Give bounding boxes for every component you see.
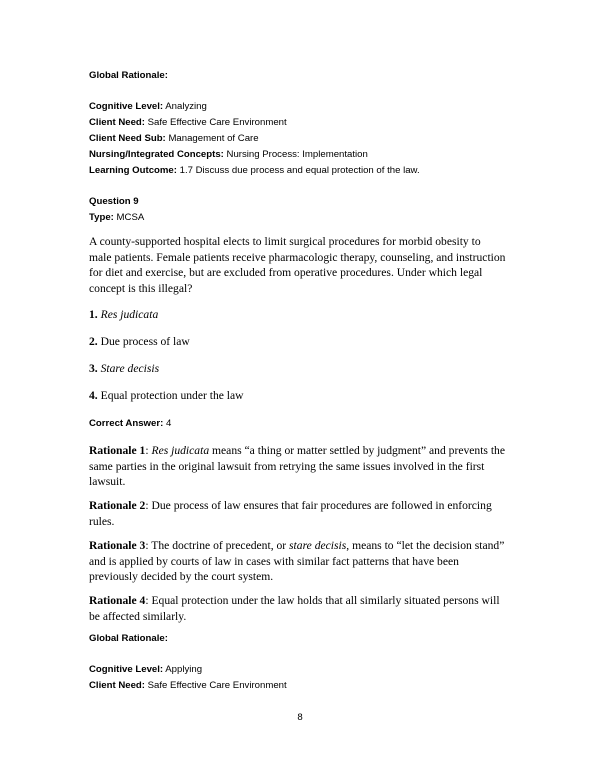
rationale-line: rules. xyxy=(89,514,115,528)
correct-answer: Correct Answer: 4 xyxy=(89,418,172,429)
question-title: Question 9 xyxy=(89,196,139,207)
cognitive-level-line: Cognitive Level: Applying xyxy=(89,664,203,675)
question-type: Type: MCSA xyxy=(89,212,145,223)
client-need-line: Client Need: Safe Effective Care Environment xyxy=(89,117,287,128)
client-need-line: Client Need: Safe Effective Care Environment xyxy=(89,680,287,691)
stem-line: for diet and exercise, but are excluded from operative procedures. Under which legal xyxy=(89,266,483,280)
global-rationale-heading: Global Rationale: xyxy=(89,70,168,81)
page-number: 8 xyxy=(297,712,303,723)
rationale-label: Rationale 1 xyxy=(89,444,146,457)
rationale-label: Rationale 3 xyxy=(89,539,146,552)
rationale-4 xyxy=(89,593,514,624)
rationale-line: be affected similarly. xyxy=(89,609,187,623)
global-rationale-heading: Global Rationale: xyxy=(89,633,168,644)
rationale-line: lawsuit. xyxy=(89,475,126,489)
question-stem xyxy=(89,234,514,296)
answer-option-1: 1. Res judicata xyxy=(89,308,159,321)
stem-line: A county-supported hospital elects to limit surgical procedures for morbid obesity to xyxy=(89,235,481,248)
rationale-line: Rationale 3: The doctrine of precedent, or stare decisis, means to “let the decision stand” xyxy=(89,539,505,552)
cognitive-level-line: Cognitive Level: Analyzing xyxy=(89,101,207,112)
rationale-1 xyxy=(89,443,514,490)
stem-line: concept is this illegal? xyxy=(89,281,193,295)
client-need-sub-line: Client Need Sub: Management of Care xyxy=(89,133,259,144)
rationale-line: Rationale 1: Res judicata means “a thing or matter settled by judgment” and prevents the xyxy=(89,444,505,457)
rationale-line: Rationale 2: Due process of law ensures that fair procedures are followed in enforcing xyxy=(89,499,492,512)
answer-option-3: 3. Stare decisis xyxy=(89,362,160,375)
rationale-line: and is applied by courts of law in cases with similar fact patterns that have been xyxy=(89,554,459,568)
stem-line: male patients. Female patients receive pharmacologic therapy, counseling, and instruction xyxy=(89,250,506,264)
rationale-line: same parties in the original lawsuit from retrying the same issues involved in the first xyxy=(89,459,485,473)
rationale-line: previously decided by the court system. xyxy=(89,570,274,584)
rationale-label: Rationale 4 xyxy=(89,594,146,607)
rationale-line: Rationale 4: Equal protection under the law holds that all similarly situated persons will xyxy=(89,594,500,607)
answer-option-4: 4. Equal protection under the law xyxy=(89,389,244,402)
rationale-label: Rationale 2 xyxy=(89,499,146,512)
rationale-2 xyxy=(89,498,514,529)
integrated-concepts-line: Nursing/Integrated Concepts: Nursing Process: Implementation xyxy=(89,149,368,160)
learning-outcome-line: Learning Outcome: 1.7 Discuss due process and equal protection of the law. xyxy=(89,165,420,176)
answer-option-2: 2. Due process of law xyxy=(89,335,190,348)
rationale-3 xyxy=(89,538,514,585)
